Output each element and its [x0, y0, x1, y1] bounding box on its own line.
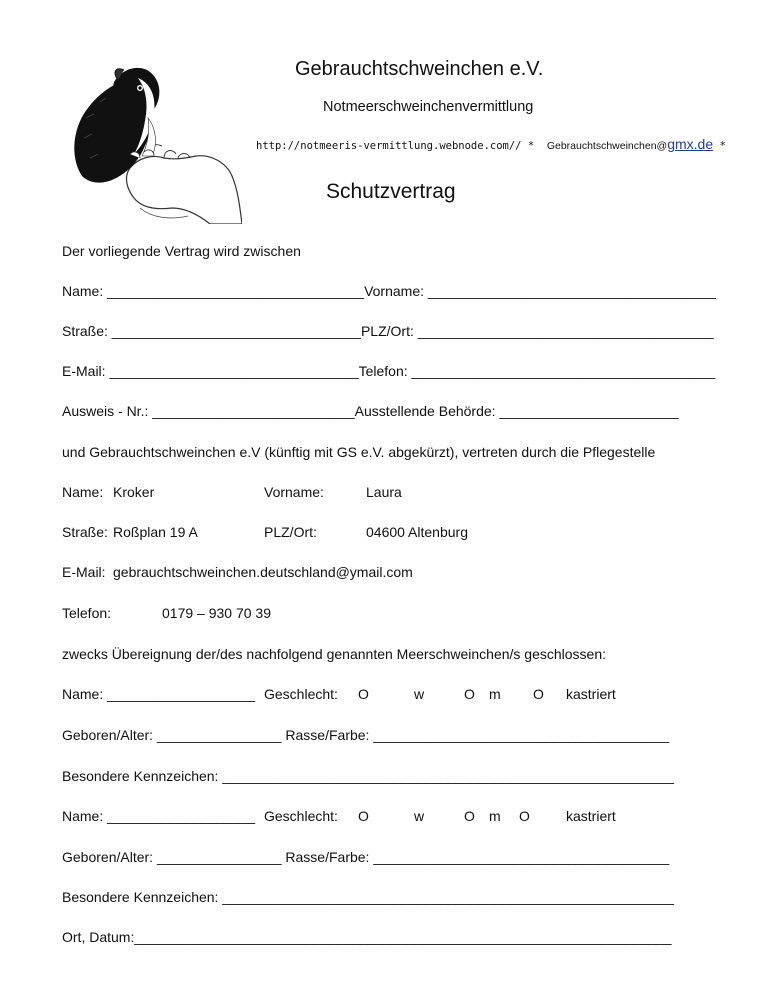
carer-phone-value: 0179 – 930 70 39: [162, 605, 271, 621]
party-id-row: Ausweis - Nr.: __________________________Ausstellende Behörde: _______________________: [62, 403, 679, 419]
animal2-female-label: w: [414, 808, 425, 824]
carer-firstname-label: Vorname:: [264, 484, 324, 500]
carer-zip-value: 04600 Altenburg: [366, 524, 468, 540]
animal2-male-checkbox[interactable]: O: [464, 808, 475, 824]
carer-phone-label: Telefon:: [62, 605, 112, 621]
organization-name: Gebrauchtschweinchen e.V.: [295, 58, 544, 80]
intro-text: Der vorliegende Vertrag wird zwischen: [62, 243, 301, 259]
animal2-gender-label: Geschlecht:: [264, 808, 338, 824]
website-link[interactable]: http://notmeeris-vermittlung.webnode.com//: [256, 140, 522, 152]
animal2-castrated-label: kastriert: [566, 808, 616, 824]
animal1-male-label: m: [489, 686, 501, 702]
carer-name-label: Name:: [62, 484, 104, 500]
animal2-born-row: Geboren/Alter: ________________ Rasse/Farbe: ______________________________________: [62, 849, 670, 865]
party-contact-row: E-Mail: ________________________________Telefon: _______________________________________: [62, 363, 716, 379]
animal1-castrated-checkbox[interactable]: O: [533, 686, 544, 702]
animal2-castrated-checkbox[interactable]: O: [519, 808, 530, 824]
party-name-row: Name: _________________________________Vorname: _____________________________________: [62, 283, 716, 299]
animal1-castrated-label: kastriert: [566, 686, 616, 702]
and-line: und Gebrauchtschweinchen e.V (künftig mit GS e.V. abgekürzt), vertreten durch die Pflegestelle: [62, 444, 656, 460]
animal1-born-row: Geboren/Alter: ________________ Rasse/Farbe: ______________________________________: [62, 727, 670, 743]
carer-email-value: gebrauchtschweinchen.deutschland@ymail.com: [113, 564, 413, 580]
carer-street-value: Roßplan 19 A: [113, 524, 198, 540]
animal2-male-label: m: [489, 808, 501, 824]
carer-street-label: Straße:: [62, 524, 108, 540]
animal2-female-checkbox[interactable]: O: [358, 808, 369, 824]
document-title: Schutzvertrag: [326, 180, 456, 203]
party-address-row: Straße: ________________________________PLZ/Ort: ______________________________________: [62, 323, 714, 339]
purpose-line: zwecks Übereignung der/des nachfolgend genannten Meerschweinchen/s geschlossen:: [62, 646, 607, 662]
carer-email-label: E-Mail:: [62, 564, 106, 580]
carer-firstname-value: Laura: [366, 484, 402, 500]
animal1-female-label: w: [414, 686, 425, 702]
place-date-row: Ort, Datum:_____________________________________________________________________: [62, 929, 672, 945]
animal2-name-row: Name: ___________________: [62, 808, 256, 824]
separator: *: [713, 140, 726, 152]
animal1-marks-row: Besondere Kennzeichen: __________________________________________________________: [62, 768, 674, 784]
separator: *: [521, 140, 541, 152]
organization-subtitle: Notmeerschweinchenvermittlung: [323, 99, 534, 115]
animal1-gender-label: Geschlecht:: [264, 686, 338, 702]
carer-name-value: Kroker: [113, 484, 155, 500]
animal1-male-checkbox[interactable]: O: [464, 686, 475, 702]
email-domain-link[interactable]: gmx.de: [667, 136, 714, 152]
animal2-marks-row: Besondere Kennzeichen: __________________________________________________________: [62, 889, 674, 905]
animal1-name-row: Name: ___________________: [62, 686, 256, 702]
email-prefix: Gebrauchtschweinchen@: [546, 140, 668, 152]
contact-line: [256, 136, 726, 152]
animal1-female-checkbox[interactable]: O: [358, 686, 369, 702]
carer-zip-label: PLZ/Ort:: [264, 524, 317, 540]
guinea-pig-logo: [60, 58, 242, 224]
